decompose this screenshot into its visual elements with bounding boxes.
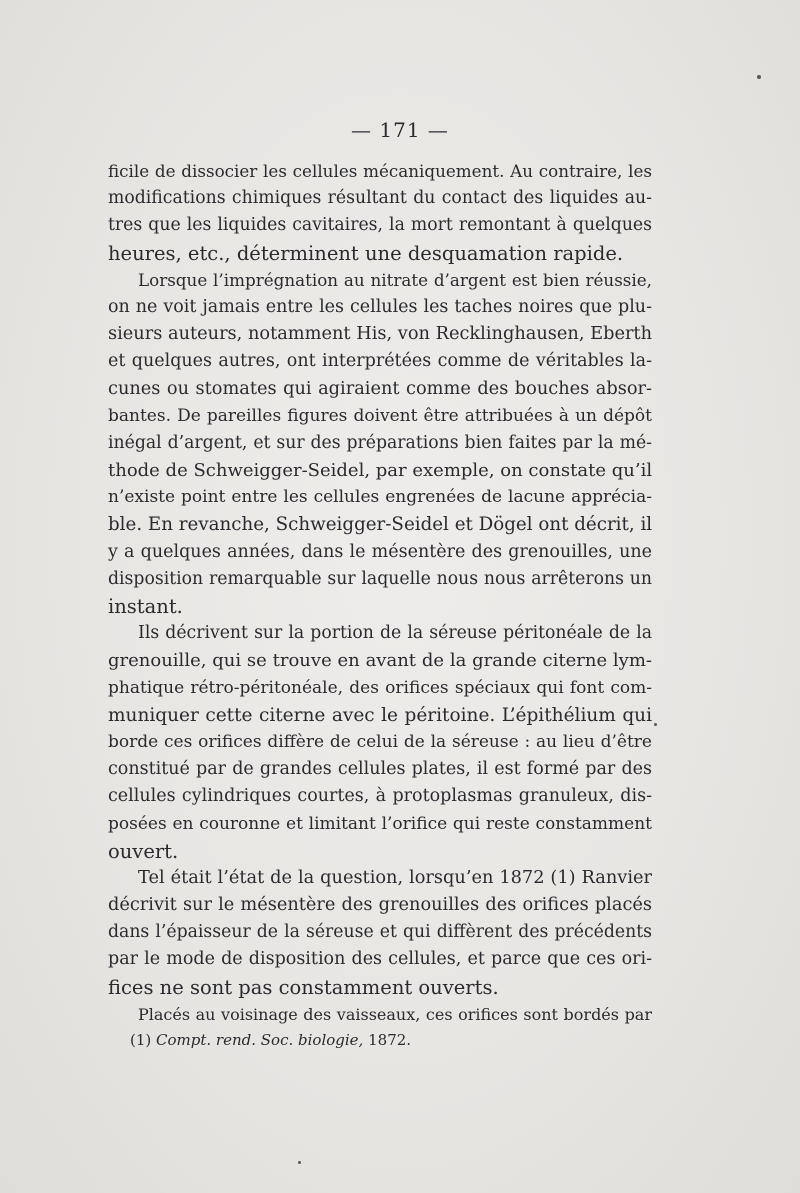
text-line: disposition remarquable sur laquelle nous nous arrêterons un — [108, 568, 652, 589]
text-line: sieurs auteurs, notamment His, von Recklinghausen, Eberth — [108, 324, 652, 345]
text-line: Ils décrivent sur la portion de la séreuse péritonéale de la — [138, 623, 652, 644]
text-line: constitué par de grandes cellules plates, il est formé par des — [108, 759, 652, 780]
footnote-marker: (1) — [130, 1031, 152, 1049]
text-line: phatique rétro-péritonéale, des orifices spéciaux qui font com- — [108, 677, 652, 698]
footnote-source: Compt. rend. Soc. biologie, — [156, 1031, 364, 1049]
text-line: bantes. De pareilles figures doivent être attribuées à un dépôt — [108, 405, 652, 426]
text-line: dans l’épaisseur de la séreuse et qui diffèrent des précédents — [108, 922, 652, 943]
text-line: instant. — [108, 595, 183, 618]
text-line: n’existe point entre les cellules engrenées de lacune apprécia- — [108, 487, 652, 508]
paper-speck — [298, 1161, 301, 1164]
text-line: fices ne sont pas constamment ouverts. — [108, 975, 499, 999]
text-line: muniquer cette citerne avec le péritoine. L’épithélium qui — [108, 704, 652, 726]
footnote — [130, 1031, 411, 1049]
text-line: modifications chimiques résultant du contact des liquides au- — [108, 188, 652, 209]
text-line: thode de Schweigger-Seidel, par exemple, on constate qu’il — [108, 460, 653, 482]
page-number: — 171 — — [351, 118, 449, 142]
text-line: ble. En revanche, Schweigger-Seidel et Dögel ont décrit, il — [108, 514, 653, 536]
text-line: ficile de dissocier les cellules mécaniquement. Au contraire, les — [108, 161, 652, 181]
text-line: Tel était l’état de la question, lorsqu’en 1872 (1) Ranvier — [138, 867, 652, 888]
text-line: grenouille, qui se trouve en avant de la grande citerne lym- — [108, 650, 652, 672]
text-line: y a quelques années, dans le mésentère des grenouilles, une — [108, 541, 652, 562]
text-line: tres que les liquides cavitaires, la mort remontant à quelques — [108, 215, 652, 236]
text-line: cellules cylindriques courtes, à protoplasmas granuleux, dis- — [108, 786, 652, 807]
paper-speck — [757, 75, 761, 79]
text-line: décrivit sur le mésentère des grenouilles des orifices placés — [108, 895, 652, 916]
text-line: et quelques autres, ont interprétées comme de véritables la- — [108, 351, 652, 372]
text-line: ouvert. — [108, 839, 179, 863]
text-line: cunes ou stomates qui agiraient comme des bouches absor- — [108, 378, 652, 399]
text-line: Lorsque l’imprégnation au nitrate d’argent est bien réussie, — [138, 269, 652, 290]
text-line: heures, etc., déterminent une desquamation rapide. — [108, 241, 624, 265]
text-line: borde ces orifices diffère de celui de la séreuse : au lieu d’être — [108, 731, 652, 752]
text-line: Placés au voisinage des vaisseaux, ces orifices sont bordés par — [138, 1004, 652, 1024]
body-text — [108, 158, 652, 1028]
text-line: inégal d’argent, et sur des préparations bien faites par la mé- — [108, 432, 652, 453]
paper-speck — [654, 723, 657, 726]
text-line: on ne voit jamais entre les cellules les taches noires que plu- — [108, 296, 652, 317]
text-line: par le mode de disposition des cellules, et parce que ces ori- — [108, 949, 652, 970]
text-line: posées en couronne et limitant l’orifice qui reste constamment — [108, 813, 652, 834]
footnote-year: 1872. — [368, 1031, 412, 1049]
